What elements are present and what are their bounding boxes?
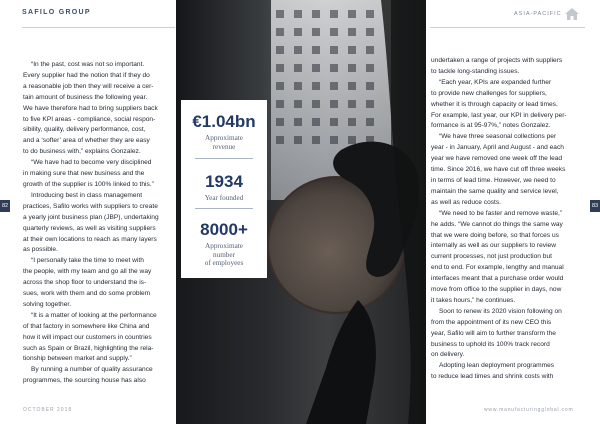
- text-line: across the shop floor to understand the is-: [23, 279, 147, 287]
- stat-revenue-value: €1.04bn: [192, 112, 256, 131]
- text-line: whether it is through capacity or lead times.: [431, 100, 558, 108]
- text-line: internally as well as our suppliers to review: [431, 242, 556, 250]
- issue-date: OCTOBER 2018: [23, 407, 73, 413]
- text-line: Adopting lean deployment programmes: [439, 362, 555, 370]
- stat-employees-label-line: of employees: [204, 259, 244, 268]
- brand-header: SAFILO GROUP: [22, 9, 91, 16]
- text-line: and a ‘softer’ area of whether they are easy: [23, 137, 150, 145]
- text-line: undertaken a range of projects with suppliers: [431, 57, 563, 64]
- text-line: Every supplier had the notion that if they do: [23, 71, 150, 79]
- text-line: formance is at 95-97%,” notes Gonzalez.: [431, 122, 551, 130]
- text-line: “I personally take the time to meet with: [31, 257, 144, 265]
- text-line: as well as reduce costs.: [431, 198, 501, 206]
- text-line: how it will impact our customers in countries: [23, 333, 152, 341]
- stat-divider: [195, 158, 253, 159]
- stat-employees-value: 8000+: [200, 220, 248, 239]
- text-line: maintain the same quality and service level,: [431, 187, 559, 195]
- website-link[interactable]: www.manufacturingglobal.com: [484, 407, 574, 413]
- stat-employees-label-line: number: [213, 250, 235, 259]
- text-line: the people, with my team and go all the way: [23, 268, 152, 276]
- text-line: By running a number of quality assurance: [31, 366, 153, 374]
- text-line: in terms of lead time. However, we need to: [431, 176, 556, 184]
- header-divider-right: [430, 27, 585, 28]
- stats-panel: [181, 100, 267, 278]
- text-line: We have therefore had to bring suppliers back: [23, 104, 158, 112]
- text-line: to tackle long-standing issues.: [431, 67, 520, 75]
- text-line: “We have three seasonal collections per: [439, 133, 557, 141]
- text-line: business to uphold its 100% track record: [431, 340, 550, 348]
- stat-founded-label-line: Year founded: [204, 194, 244, 202]
- text-line: a reasonable job then they will receive a cer-: [23, 82, 154, 90]
- text-line: year - in January, April and August - and each: [431, 144, 564, 152]
- right-text-column: [431, 56, 582, 383]
- text-line: practices, Safilo works with suppliers to create: [23, 202, 158, 210]
- text-line: Soon to renew its 2020 vision following on: [439, 307, 562, 315]
- stat-revenue-label: [181, 134, 267, 151]
- text-line: time. Since 2016, we have cut off three weeks: [431, 166, 566, 174]
- left-text-column: [23, 60, 173, 387]
- text-line: to provide new challenges for suppliers,: [431, 89, 547, 97]
- text-line: to five KPI areas - compliance, social respon-: [23, 115, 156, 123]
- text-line: tionship between market and supply.”: [23, 355, 132, 363]
- text-line: at their own locations to reach as many layers: [23, 235, 157, 243]
- page-number-left: 82: [0, 200, 10, 212]
- text-line: of that factory in somewhere like China and: [23, 322, 150, 330]
- text-line: on delivery.: [431, 351, 465, 359]
- text-line: year, Safilo will aim to further transform the: [431, 329, 556, 337]
- text-line: such as Spain or Brazil, highlighting the rela-: [23, 344, 154, 352]
- text-line: tain amount of business the following year.: [23, 93, 148, 101]
- text-line: solving together.: [23, 300, 72, 308]
- text-line: current processes, not just production but: [431, 253, 552, 261]
- text-line: year we have removed one week off the lead: [431, 155, 563, 163]
- text-line: programmes, the sourcing house has also: [23, 377, 146, 385]
- text-line: move from office to the supplier in days, now: [431, 286, 562, 294]
- text-line: Introducing best in class management: [31, 191, 143, 199]
- page-number-right: 83: [590, 200, 600, 212]
- text-line: “We need to be faster and remove waste,”: [439, 209, 563, 217]
- stat-employees-label-line: Approximate: [205, 242, 243, 250]
- text-line: sibility, quality, delivery performance, cost,: [23, 126, 146, 134]
- home-icon[interactable]: [564, 7, 580, 21]
- stat-founded-label: [181, 194, 267, 203]
- text-line: in making sure that new business and the: [23, 170, 145, 178]
- text-line: “We have had to become very disciplined: [31, 159, 152, 167]
- text-line: end to end. For example, lengthy and manual: [431, 264, 564, 272]
- text-line: from the appointment of its new CEO this: [431, 318, 552, 326]
- stat-revenue-label-line: revenue: [212, 142, 236, 151]
- text-line: he adds. “We cannot do things the same way: [431, 220, 563, 228]
- stat-employees-label: [181, 242, 267, 268]
- text-line: growth of the supplier is 100% linked to this.”: [23, 180, 154, 188]
- text-line: to reduce lead times and shrink costs with: [431, 373, 554, 381]
- text-line: “It is a matter of looking at the performance: [31, 311, 157, 319]
- text-line: “Each year, KPIs are expanded further: [439, 78, 552, 86]
- section-header: ASIA-PACIFIC: [514, 11, 562, 17]
- text-line: sues, work with them and do some problem: [23, 290, 151, 298]
- text-line: For example, last year, our KPI in delivery per-: [431, 111, 567, 119]
- text-line: “In the past, cost was not so important.: [31, 61, 145, 68]
- text-line: that we were doing before, so that forces us: [431, 231, 559, 239]
- stat-revenue-label-line: Approximate: [205, 134, 243, 142]
- stat-divider: [195, 208, 253, 209]
- text-line: to do business with,” explains Gonzalez.: [23, 148, 141, 156]
- text-line: it takes hours,” he continues.: [431, 296, 516, 304]
- text-line: interfaces meant that a purchase order would: [431, 275, 564, 283]
- header-divider-left: [22, 27, 175, 28]
- text-line: as possible.: [23, 246, 58, 254]
- stat-founded-value: 1934: [205, 172, 243, 191]
- text-line: a yearly joint business plan (JBP), undertaking: [23, 213, 159, 221]
- text-line: quarterly reviews, as well as visiting suppliers: [23, 224, 156, 232]
